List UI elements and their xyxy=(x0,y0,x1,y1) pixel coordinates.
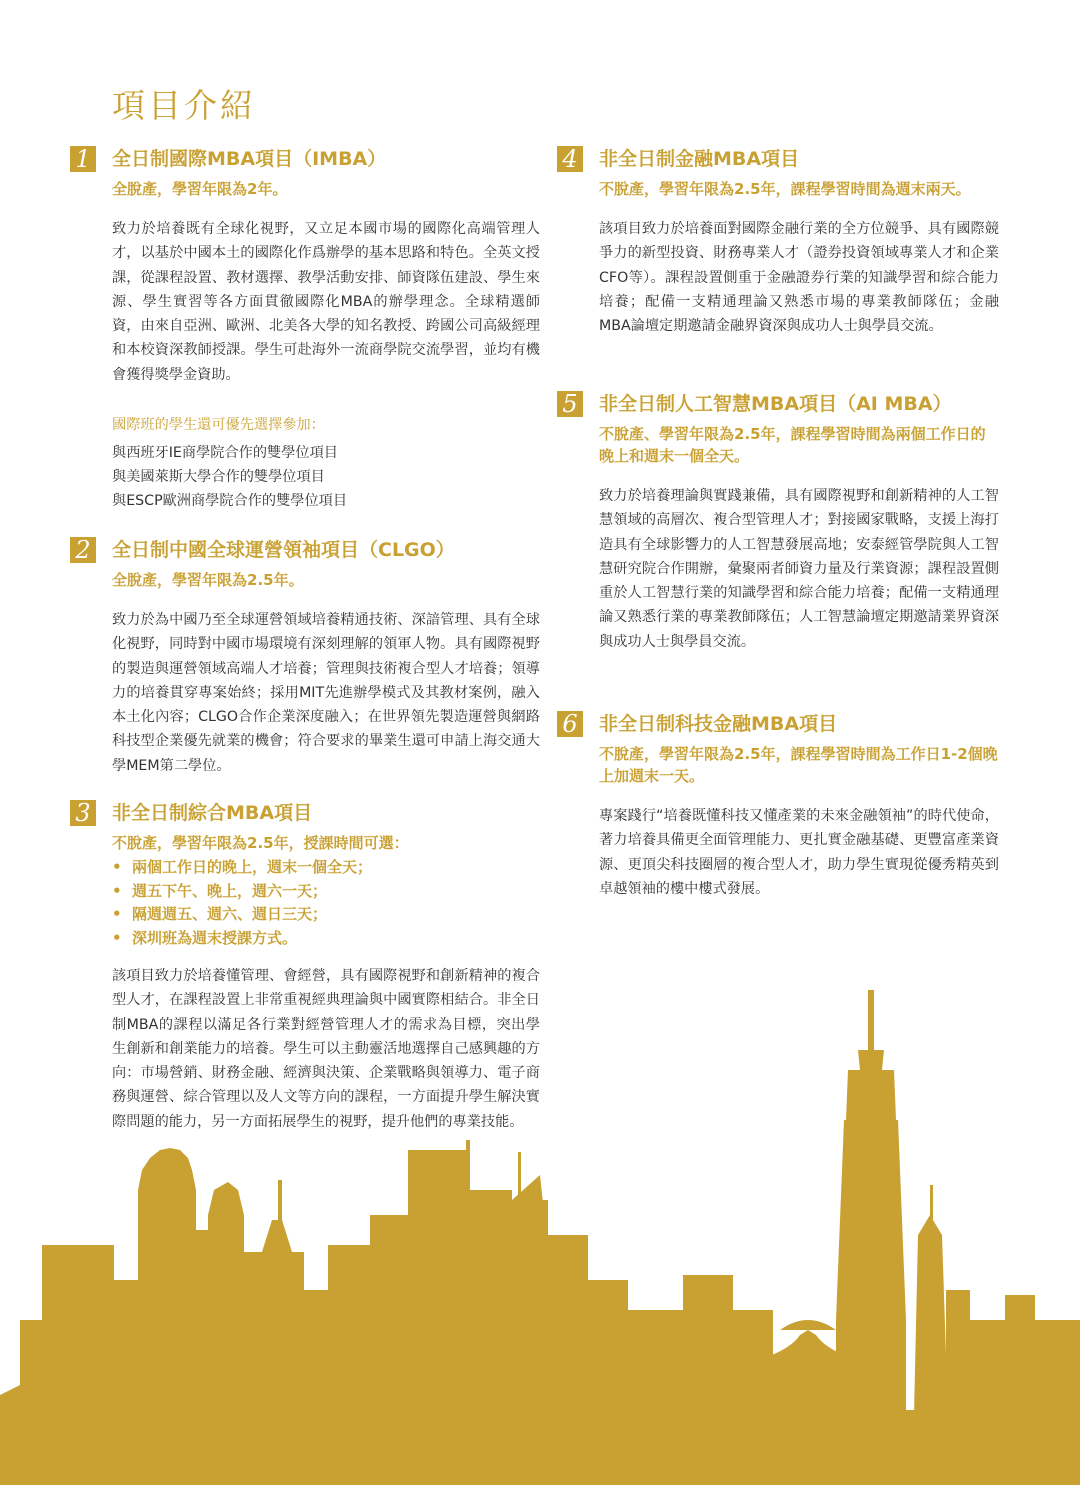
section-imba xyxy=(75,145,540,513)
options-heading: 國際班的學生還可優先選擇參加： xyxy=(112,417,325,434)
section-subtitle: 不脫產、學習年限為2.5年，課程學習時間為兩個工作日的晚上和週末一個全天。 xyxy=(599,425,986,465)
section-subtitle: 不脫產，學習年限為2.5年，課程學習時間為週末兩天。 xyxy=(599,180,971,198)
section-body: 該項目致力於培養懂管理、會經營，具有國際視野和創新精神的複合型人才，在課程設置上非常重視經典理論與中國實際相結合。非全日制MBA的課程以滿足各行業對經營管理人才的需求為目標，突出學生創新和創業能力的培養。學生可以主動靈活地選擇自己感興趣的方向：市場營銷、財務金融、經濟與決策、企業戰略與領導力、電子商務與運營、綜合管理以及人文等方向的課程，一方面提升學生解決實際問題的能力，另一方面拓展學生的視野，提升他們的專業技能。 xyxy=(112,968,540,1130)
section-subtitle: 全脫產，學習年限為2年。 xyxy=(112,180,288,198)
section-body: 該項目致力於培養面對國際金融行業的全方位競爭、具有國際競爭力的新型投資、財務專業人才（證券投資領域專業人才和企業CFO等）。課程設置側重于金融證券行業的知識學習和綜合能力培養；配備一支精通理論又熟悉市場的專業教師隊伍；金融MBA論壇定期邀請金融界資深與成功人士與學員交流。 xyxy=(599,221,999,335)
option-item: 與西班牙IE商學院合作的雙學位項目 xyxy=(112,445,338,462)
option-item: 與ESCP歐洲商學院合作的雙學位項目 xyxy=(112,493,348,510)
list-item: • 週五下午、晚上，週六一天； xyxy=(112,881,328,900)
section-finance-mba xyxy=(562,145,999,338)
section-subtitle: 全脫產，學習年限為2.5年。 xyxy=(112,571,304,589)
section-fintech-mba xyxy=(562,710,999,901)
city-skyline-silhouette-icon xyxy=(0,990,1080,1485)
section-subtitle: 不脫產，學習年限為2.5年，授課時間可選： xyxy=(112,834,409,852)
section-body: 專案踐行“培養既懂科技又懂產業的未來金融領袖”的時代使命，著力培養具備更全面管理能力、更扎實金融基礎、更豐富產業資源、更頂尖科技圈層的複合型人才，助力學生實現從優秀精英到卓越領袖的樓中樓式發展。 xyxy=(599,808,999,897)
section-title: 非全日制科技金融MBA項目 xyxy=(599,713,838,735)
section-number-badge: 6 xyxy=(557,711,583,737)
section-number-badge: 2 xyxy=(70,537,96,563)
section-number-badge: 4 xyxy=(557,146,583,172)
section-clgo xyxy=(75,536,540,778)
section-title: 全日制中國全球運營領袖項目（CLGO） xyxy=(112,539,455,561)
section-title: 非全日制人工智慧MBA項目（AI MBA） xyxy=(599,393,952,415)
section-title: 非全日制金融MBA項目 xyxy=(599,148,800,170)
section-title: 非全日制綜合MBA項目 xyxy=(112,802,313,824)
section-number-badge: 5 xyxy=(557,391,583,417)
section-body: 致力於培養既有全球化視野，又立足本國市場的國際化高端管理人才，以基於中國本土的國際化作爲辦學的基本思路和特色。全英文授課，從課程設置、教材選擇、教學活動安排、師資隊伍建設、學生來源、學生實習等各方面貫徹國際化MBA的辦學理念。全球精選師資，由來自亞洲、歐洲、北美各大學的知名教授、跨國公司高級經理和本校資深教師授課。學生可赴海外一流商學院交流學習，並均有機會獲得獎學金資助。 xyxy=(112,221,540,383)
section-ai-mba xyxy=(562,390,999,654)
section-number-badge: 3 xyxy=(70,800,96,826)
list-item: • 兩個工作日的晚上，週末一個全天； xyxy=(112,858,373,876)
section-subtitle: 不脫產，學習年限為2.5年，課程學習時間為工作日1-2個晚上加週末一天。 xyxy=(599,745,998,785)
section-body: 致力於為中國乃至全球運營領域培養精通技術、深諳管理、具有全球化視野，同時對中國市場環境有深刻理解的領軍人物。具有國際視野的製造與運營領域高端人才培養；管理與技術複合型人才培養；領導力的培養貫穿專案始終；採用MIT先進辦學模式及其教材案例，融入本土化內容；CLGO合作企業深度融入；在世界領先製造運營與網路科技型企業優先就業的機會；符合要求的畢業生還可申請上海交通大學MEM第二學位。 xyxy=(112,612,540,774)
option-item: 與美國萊斯大學合作的雙學位項目 xyxy=(112,469,325,486)
page-title: 項目介紹 xyxy=(112,86,256,125)
schedule-options-list xyxy=(112,856,540,950)
section-title: 全日制國際MBA項目（IMBA） xyxy=(112,148,387,170)
section-number-badge: 1 xyxy=(70,146,96,172)
list-item: • 隔週週五、週六、週日三天； xyxy=(112,905,328,923)
section-body: 致力於培養理論與實踐兼備，具有國際視野和創新精神的人工智慧領域的高層次、複合型管理人才；對接國家戰略，支援上海打造具有全球影響力的人工智慧發展高地；安泰經管學院與人工智慧研究院合作開辦，彙聚兩者師資力量及行業資源；課程設置側重於人工智慧行業的知識學習和綜合能力培養；配備一支精通理論又熟悉行業的專業教師隊伍；人工智慧論壇定期邀請業界資深與成功人士與學員交流。 xyxy=(599,488,999,650)
list-item: • 深圳班為週末授課方式。 xyxy=(112,928,298,947)
